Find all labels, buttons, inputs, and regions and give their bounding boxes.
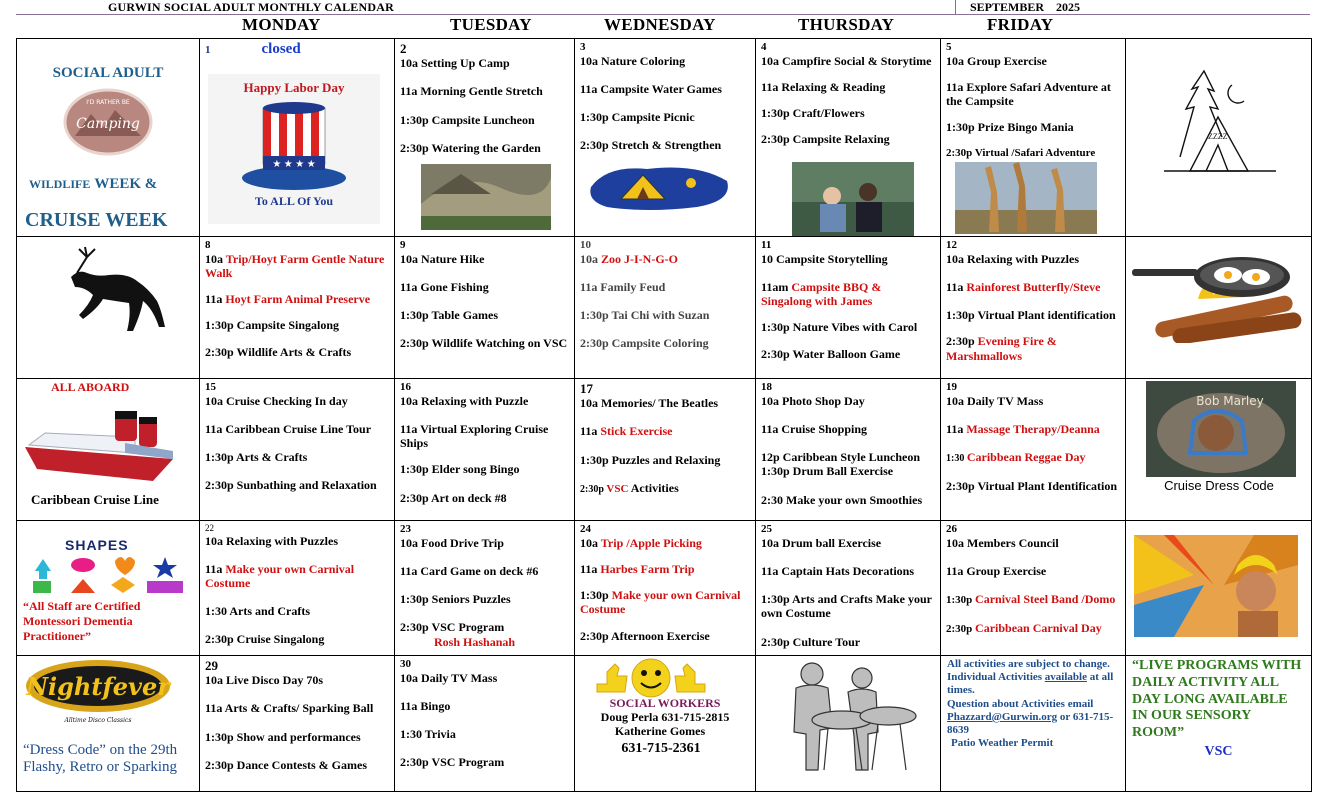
day-cell-17 (575, 379, 756, 521)
activity: 11a Card Game on deck #6 (400, 564, 539, 579)
cruise-dress-code-caption: Cruise Dress Code (1164, 478, 1274, 493)
tent-trees-icon (1160, 67, 1278, 179)
activity: 2:30p Wildlife Arts & Crafts (205, 344, 352, 359)
activity: 1:30p Campsite Luncheon (400, 112, 535, 127)
activity: 11a Relaxing & Reading (761, 80, 886, 95)
activities-notice: All activities are subject to change. Individual Activities available at all times. Question about Activities email Phazzard@Gurwin.org or 631-715-8639 Patio Weather Permit (947, 658, 1114, 750)
cruise-ship-icon (25, 407, 173, 481)
labor-day-subtitle: To ALL Of You (254, 194, 334, 208)
activity: 10a Trip/Hoyt Farm Gentle Nature Walk (205, 251, 385, 281)
activity: 1:30p Virtual Plant identification (946, 308, 1116, 323)
activity: 2:30p Stretch & Strengthen (580, 138, 722, 153)
activity: 1:30p Arts and Crafts Make your own Costume (761, 592, 932, 621)
day-number: 18 (761, 381, 772, 393)
day-label-wednesday: WEDNESDAY (604, 15, 716, 34)
day-number: 8 (205, 239, 211, 251)
activity: 11a Campsite Water Games (580, 82, 722, 97)
activity: 10a Daily TV Mass (400, 670, 498, 685)
day-cell-18 (756, 379, 941, 521)
camp-photo-image (421, 164, 551, 230)
activity: 1:30p Campsite Picnic (580, 110, 695, 125)
calendar-month: SEPTEMBER 2025 (970, 0, 1081, 14)
activity: 11am Campsite BBQ & Singalong with James (761, 280, 882, 309)
day-cell-25 (756, 521, 941, 656)
activity: 10a Trip /Apple Picking (580, 535, 702, 550)
smiley-thumbs-icon (593, 658, 709, 698)
activity: 2:30p Virtual Plant Identification (946, 479, 1118, 494)
activity: 11a Stick Exercise (580, 424, 673, 439)
camping-badge-icon (63, 88, 153, 156)
day-cell-8 (200, 237, 395, 379)
day-label-friday: FRIDAY (987, 15, 1054, 34)
day-cell-22 (200, 521, 395, 656)
activity: 11a Caribbean Cruise Line Tour (205, 422, 372, 437)
closed-label: closed (261, 41, 301, 57)
activity: 11a Cruise Shopping (761, 422, 868, 437)
deer-icon (57, 243, 167, 335)
day-cell-1 (200, 39, 395, 237)
cruise-week-heading: CRUISE WEEK (25, 209, 168, 231)
activity: 1:30p Drum Ball Exercise (761, 464, 894, 479)
day-number: 3 (580, 41, 586, 53)
activity: 1:30p Make your own Carnival Costume (580, 588, 741, 617)
activity: 11a Group Exercise (946, 564, 1047, 579)
tent-lake-icon (587, 161, 733, 213)
day-number: 17 (580, 381, 593, 396)
giraffe-photo-image (955, 162, 1097, 234)
day-cell-15 (200, 379, 395, 521)
day-cell-3 (575, 39, 756, 237)
activity: 2:30p VSC Activities (580, 480, 679, 495)
activity: 2:30p Cruise Singalong (205, 632, 325, 647)
day-cell-2 (395, 39, 575, 237)
shapes-heading: SHAPES (65, 537, 129, 553)
week-row (17, 656, 1312, 792)
activity: 11a Arts & Crafts/ Sparking Ball (205, 701, 374, 716)
activity: 10a Zoo J-I-N-G-O (580, 251, 678, 266)
dress-code-note: “Dress Code” on the 29th Flashy, Retro or Sparking (23, 742, 178, 776)
day-label-thursday: THURSDAY (798, 15, 895, 34)
side-cell-week1-right (1126, 39, 1312, 237)
day-number: 26 (946, 523, 957, 535)
activity: 1:30p Craft/Flowers (761, 106, 865, 121)
bob-marley-painted-rock-image (1146, 381, 1296, 477)
activity: 11a Explore Safari Adventure at the Campsite (946, 80, 1111, 109)
day-number: 10 (580, 239, 591, 251)
social-adult-heading: SOCIAL ADULT (52, 65, 164, 81)
activity: 2:30p Campsite Coloring (580, 336, 709, 351)
activity: 10a Relaxing with Puzzle (400, 393, 529, 408)
activity: 11a Bingo (400, 699, 451, 714)
activity: 10a Relaxing with Puzzles (205, 533, 338, 548)
activity: 1:30p Tai Chi with Suzan (580, 308, 710, 323)
activity: 12p Caribbean Style Luncheon (761, 450, 921, 465)
day-cell-26 (941, 521, 1126, 656)
carnival-dancer-image (1134, 535, 1298, 637)
day-cell-24 (575, 521, 756, 656)
day-number: 16 (400, 381, 411, 393)
day-cell-4 (756, 39, 941, 237)
activity: 2:30p Wildlife Watching on VSC (400, 336, 568, 351)
activity: 11a Virtual Exploring Cruise Ships (400, 422, 549, 451)
activity: 11a Hoyt Farm Animal Preserve (205, 292, 371, 307)
day-cell-19 (941, 379, 1126, 521)
day-number: 5 (946, 41, 952, 53)
activity: 2:30p VSC Program (400, 755, 505, 770)
day-number: 11 (761, 239, 772, 251)
activity: 11a Massage Therapy/Deanna (946, 422, 1100, 437)
day-number: 1 (205, 44, 211, 56)
activity: 11a Family Feud (580, 280, 666, 295)
svg-text:ZZZZ: ZZZZ (1208, 132, 1228, 141)
side-cell-week4 (17, 521, 200, 656)
side-cell-week4-right (1126, 521, 1312, 656)
activity: 1:30 Caribbean Reggae Day (946, 450, 1086, 465)
svg-text:Alltime Disco Classics: Alltime Disco Classics (64, 717, 132, 724)
day-cell-16 (395, 379, 575, 521)
day-number: 25 (761, 523, 772, 535)
caribbean-cruise-caption: Caribbean Cruise Line (31, 492, 159, 507)
activity: 1:30p Puzzles and Relaxing (580, 452, 721, 467)
activity: 11a Morning Gentle Stretch (400, 84, 543, 99)
activity: 2:30p Culture Tour (761, 634, 861, 649)
day-number: 9 (400, 239, 406, 251)
side-cell-week3 (17, 379, 200, 521)
day-number: 12 (946, 239, 957, 251)
steel-drum-players-icon (772, 658, 922, 774)
side-cell-week3-right (1126, 379, 1312, 521)
social-workers-info (575, 696, 755, 758)
activity: 2:30p Afternoon Exercise (580, 628, 710, 643)
live-programs-note: “LIVE PROGRAMS WITH DAILY ACTIVITY ALL DAY LONG AVAILABLE IN OUR SENSORY ROOM” (1132, 658, 1302, 741)
activity: 1:30p Campsite Singalong (205, 318, 340, 333)
svg-text:I'D RATHER BE: I'D RATHER BE (86, 99, 130, 106)
activity: 1:30 Trivia (400, 727, 456, 742)
live-programs-cell (1126, 656, 1312, 792)
activity: 10a Relaxing with Puzzles (946, 251, 1079, 266)
labor-day-image (208, 74, 380, 224)
side-cell-week5 (17, 656, 200, 792)
activity: 2:30p VSC Program (400, 620, 505, 635)
activity: 1:30p Show and performances (205, 729, 361, 744)
side-cell-week1 (17, 39, 200, 237)
activity: 10a Setting Up Camp (400, 56, 510, 71)
week-row (17, 39, 1312, 237)
montessori-note: “All Staff are Certified Montessori Dementia Practitioner” (23, 599, 141, 643)
calendar-header (0, 0, 1325, 38)
contact-line: 631-715-2361 (621, 741, 701, 757)
activity: 10a Daily TV Mass (946, 393, 1044, 408)
header-divider (955, 0, 956, 14)
uncle-sam-hat-icon (239, 100, 349, 192)
patio-note: Patio Weather Permit (951, 737, 1054, 750)
campfire-skillet-icon (1132, 247, 1306, 343)
day-number: 29 (205, 658, 218, 673)
activity: 2:30p Dance Contests & Games (205, 757, 367, 772)
activity: 11a Make your own Carnival Costume (205, 561, 355, 590)
week-row (17, 379, 1312, 521)
week-row (17, 521, 1312, 656)
day-cell-29 (200, 656, 395, 792)
day-number: 2 (400, 41, 407, 56)
activity: 1:30p Table Games (400, 308, 499, 323)
wildlife-week-heading: WILDLIFE WEEK & (29, 176, 158, 192)
side-cell-week2-right (1126, 237, 1312, 379)
activity: 2:30p Sunbathing and Relaxation (205, 478, 377, 493)
activity: 10a Food Drive Trip (400, 535, 504, 550)
nightfever-logo (23, 658, 173, 726)
activity: 10a Group Exercise (946, 53, 1047, 68)
day-cell-9 (395, 237, 575, 379)
activity: 1:30 Arts and Crafts (205, 604, 310, 619)
day-cell-12 (941, 237, 1126, 379)
activity: 10a Drum ball Exercise (761, 535, 882, 550)
activity: 2:30p Watering the Garden (400, 140, 541, 155)
day-label-tuesday: TUESDAY (450, 15, 532, 34)
activity: 10 Campsite Storytelling (761, 251, 888, 266)
activity: 10a Live Disco Day 70s (205, 673, 323, 688)
activity: 10a Campfire Social & Storytime (761, 53, 932, 68)
day-number: 15 (205, 381, 216, 393)
activity: 11a Captain Hats Decorations (761, 564, 914, 579)
day-number: 22 (205, 523, 214, 533)
activity: 11a Gone Fishing (400, 280, 489, 295)
activity: 1:30p Seniors Puzzles (400, 592, 511, 607)
social-workers-cell (575, 656, 756, 792)
shapes-icon (27, 555, 187, 595)
day-number: 23 (400, 523, 411, 535)
activity: 1:30p Nature Vibes with Carol (761, 320, 918, 335)
svg-text:Bob Marley: Bob Marley (1196, 394, 1264, 408)
activity: 11a Rainforest Butterfly/Steve (946, 280, 1101, 295)
day-cell-5 (941, 39, 1126, 237)
activity: 2:30p Water Balloon Game (761, 346, 901, 361)
activity: 1:30p Carnival Steel Band /Domo (946, 592, 1116, 607)
activity: 10a Members Council (946, 535, 1059, 550)
activity: 1:30p Elder song Bingo (400, 462, 520, 477)
svg-text:Nightfever: Nightfever (26, 672, 170, 701)
activity: 10a Nature Hike (400, 251, 485, 266)
calendar-grid (16, 38, 1312, 792)
activity: 1:30p Prize Bingo Mania (946, 120, 1074, 135)
activity: 2:30p Virtual /Safari Adventure (946, 146, 1096, 159)
labor-day-banner: Happy Labor Day (243, 80, 345, 95)
side-cell-week2 (17, 237, 200, 379)
day-number: 4 (761, 41, 767, 53)
vsc-label: VSC (1204, 743, 1233, 759)
day-cell-11 (756, 237, 941, 379)
activity: 2:30p Evening Fire & Marshmallows (946, 334, 1057, 363)
day-cell-23 (395, 521, 575, 656)
info-notice-cell (941, 656, 1126, 792)
relaxing-photo-image (792, 162, 914, 236)
activity: 2:30p Caribbean Carnival Day (946, 621, 1102, 636)
svg-text:Camping: Camping (76, 116, 140, 132)
day-cell-30 (395, 656, 575, 792)
holiday-label: Rosh Hashanah (434, 634, 516, 649)
all-aboard-label: ALL ABOARD (51, 380, 130, 394)
activity: 10a Photo Shop Day (761, 393, 865, 408)
day-number: 24 (580, 523, 591, 535)
activity: 10a Cruise Checking In day (205, 393, 348, 408)
activity: 2:30 Make your own Smoothies (761, 492, 923, 507)
email-link[interactable]: Phazzard@Gurwin.org (947, 710, 1058, 723)
contact-line: Katherine Gomes (614, 724, 706, 739)
activity: 1:30p Arts & Crafts (205, 450, 308, 465)
week-row (17, 237, 1312, 379)
day-cell-10 (575, 237, 756, 379)
day-label-monday: MONDAY (242, 15, 321, 34)
day-number: 19 (946, 381, 957, 393)
activity: 10a Memories/ The Beatles (580, 396, 719, 411)
steel-drum-cell (756, 656, 941, 792)
social-workers-title: SOCIAL WORKERS (609, 696, 721, 710)
contact-line: Doug Perla 631-715-2815 (600, 710, 730, 725)
day-number: 30 (400, 658, 411, 670)
activity: 11a Harbes Farm Trip (580, 562, 695, 577)
activity: 10a Nature Coloring (580, 53, 686, 68)
calendar-title: GURWIN SOCIAL ADULT MONTHLY CALENDAR (108, 0, 394, 14)
activity: 2:30p Campsite Relaxing (761, 132, 890, 147)
svg-text:★ ★ ★ ★: ★ ★ ★ ★ (272, 159, 316, 170)
activity: 2:30p Art on deck #8 (400, 490, 507, 505)
